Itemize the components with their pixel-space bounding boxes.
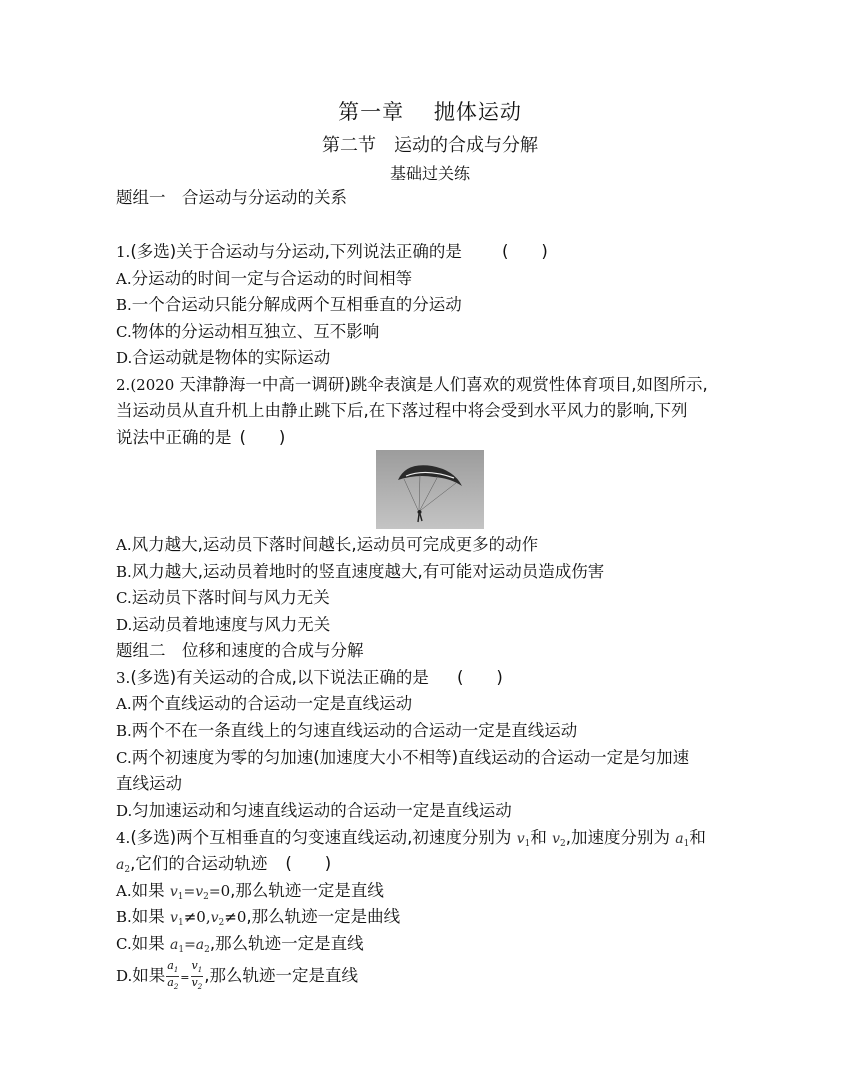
q3-option-c-cont: 直线运动 bbox=[116, 774, 182, 793]
q2-stem-line3: 说法中正确的是 ( ) bbox=[116, 428, 286, 447]
q3-option-c: C.两个初速度为零的匀加速(加速度大小不相等)直线运动的合运动一定是匀加速 bbox=[116, 748, 690, 767]
q2-option-d: D.运动员着地速度与风力无关 bbox=[116, 615, 331, 634]
chapter-title: 第一章 抛体运动 bbox=[338, 100, 522, 124]
q2-option-b: B.风力越大,运动员着地时的竖直速度越大,有可能对运动员造成伤害 bbox=[116, 562, 605, 581]
q3-option-a: A.两个直线运动的合运动一定是直线运动 bbox=[116, 694, 413, 713]
q2-option-c: C.运动员下落时间与风力无关 bbox=[116, 588, 330, 607]
q2-stem-line1: 2.(2020 天津静海一中高一调研)跳伞表演是人们喜欢的观赏性体育项目,如图所示, bbox=[116, 375, 708, 394]
q4-option-a: A.如果 $v_1=v_2=0$,那么轨迹一定是直线 bbox=[116, 881, 384, 902]
q3-option-d: D.匀加速运动和匀速直线运动的合运动一定是直线运动 bbox=[116, 801, 512, 820]
section-title: 第二节 运动的合成与分解 bbox=[322, 135, 538, 156]
q4-option-b: B.如果 $v_1\ne 0,v_2\ne 0$,那么轨迹一定是曲线 bbox=[116, 907, 401, 928]
q4-option-c: C.如果 $a_1=a_2$,那么轨迹一定是直线 bbox=[116, 934, 364, 955]
q1-option-d: D.合运动就是物体的实际运动 bbox=[116, 348, 331, 367]
q2-option-a: A.风力越大,运动员下落时间越长,运动员可完成更多的动作 bbox=[116, 535, 539, 554]
q3-answer-bracket: ( ) bbox=[456, 668, 503, 687]
q4-stem-line1: 4.(多选)两个互相垂直的匀变速直线运动,初速度分别为 $v_1$和 $v_2$,加速度分别为 $a_1$和 bbox=[116, 828, 706, 849]
q3-option-b: B.两个不在一条直线上的匀速直线运动的合运动一定是直线运动 bbox=[116, 721, 578, 740]
parachute-photo bbox=[376, 450, 484, 529]
q1-option-a: A.分运动的时间一定与合运动的时间相等 bbox=[116, 269, 413, 288]
q2-source: (2020 bbox=[130, 376, 175, 394]
q1-option-b: B.一个合运动只能分解成两个互相垂直的分运动 bbox=[116, 295, 462, 314]
q4-option-d: D.如果 $\frac{a_1}{a_2}$ = $\frac{v_1}{v_2}$ ,那么轨迹一定是直线 bbox=[116, 959, 358, 992]
q3-stem: 3.(多选)有关运动的合成,以下说法正确的是 ( ) bbox=[116, 668, 503, 687]
q2-answer-bracket: ( ) bbox=[239, 428, 286, 447]
q1-text: (多选)关于合运动与分运动,下列说法正确的是 bbox=[130, 242, 462, 261]
q4-answer-bracket: ( ) bbox=[285, 854, 332, 873]
q1-option-c: C.物体的分运动相互独立、互不影响 bbox=[116, 322, 380, 341]
q1-answer-bracket: ( ) bbox=[501, 242, 548, 261]
group1-heading: 题组一 合运动与分运动的关系 bbox=[116, 188, 347, 207]
group2-heading: 题组二 位移和速度的合成与分解 bbox=[116, 641, 364, 660]
exercise-subtitle: 基础过关练 bbox=[389, 164, 470, 183]
q1-number: 1. bbox=[116, 243, 131, 261]
q1-stem bbox=[116, 241, 548, 263]
q4-stem-line2: $a_2$,它们的合运动轨迹 ( ) bbox=[116, 854, 332, 875]
q2-stem-line2: 当运动员从直升机上由静止跳下后,在下落过程中将会受到水平风力的影响,下列 bbox=[116, 401, 688, 420]
